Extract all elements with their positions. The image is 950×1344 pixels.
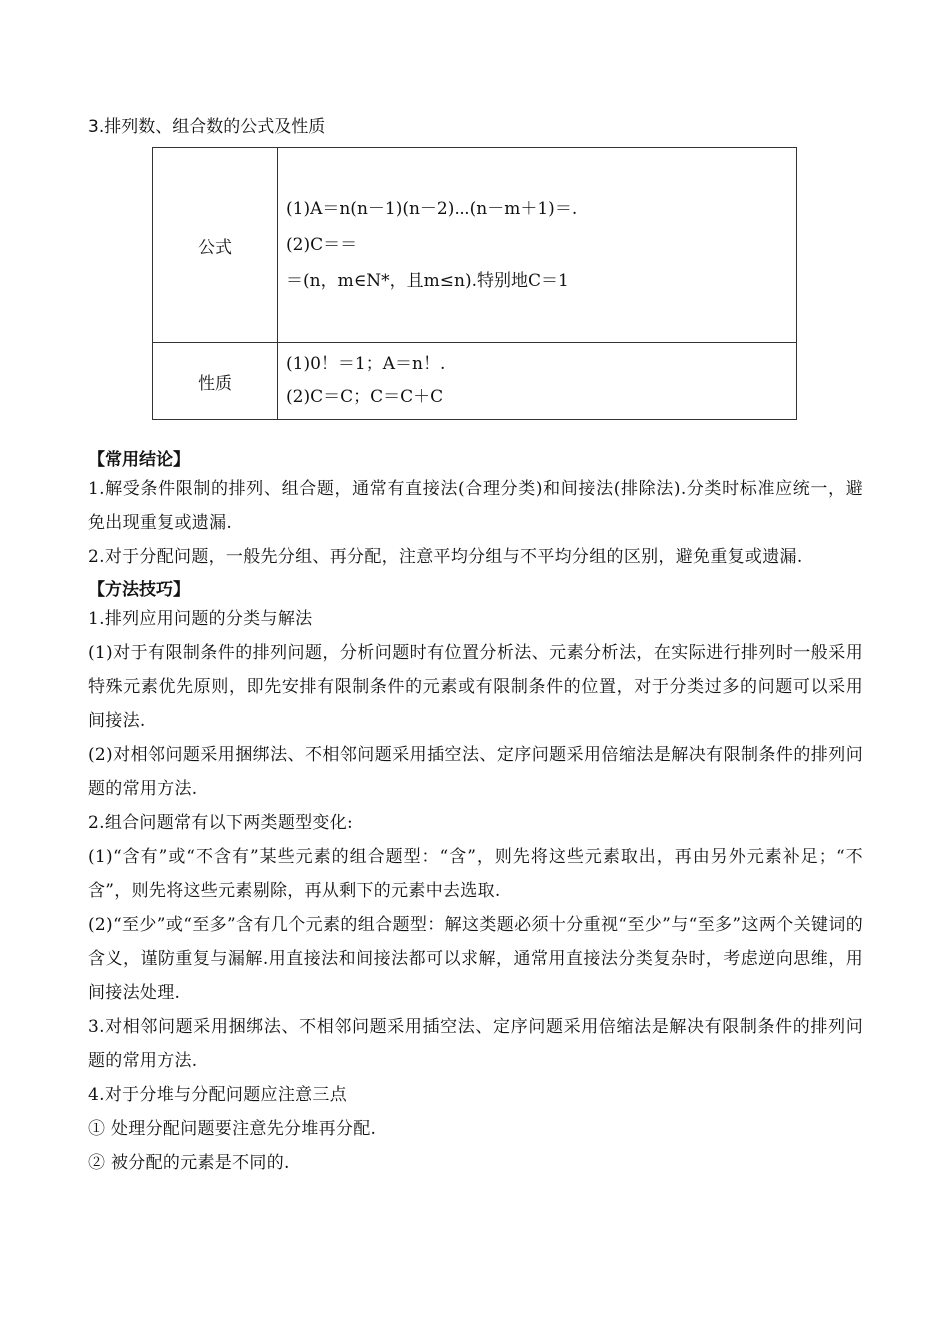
property-line: (1)0！＝1；A＝n！. xyxy=(286,354,446,374)
method-item: 1.排列应用问题的分类与解法 xyxy=(88,609,313,629)
property-cell xyxy=(278,343,797,420)
document-page xyxy=(88,112,863,1180)
method-item: 2.组合问题常有以下两类题型变化: xyxy=(88,813,354,833)
table-row xyxy=(153,343,797,420)
property-line: (2)C＝C；C＝C＋C xyxy=(286,387,444,407)
formula-line: ＝(n，m∈N*，且m≤n).特别地C＝1 xyxy=(286,271,569,291)
formula-cell xyxy=(278,148,797,343)
row-label-formula: 公式 xyxy=(153,148,278,343)
row-label-property: 性质 xyxy=(153,343,278,420)
conclusion-item: 1.解受条件限制的排列、组合题，通常有直接法(合理分类)和间接法(排除法).分类时标准应统一，避免出现重复或遗漏. xyxy=(88,479,863,533)
method-item: 4.对于分堆与分配问题应注意三点 xyxy=(88,1085,348,1105)
method-item: (2)“至少”或“至多”含有几个元素的组合题型：解这类题必须十分重视“至少”与“至多”这两个关键词的含义，谨防重复与漏解.用直接法和间接法都可以求解，通常用直接法分类复杂时，考虑逆向思维，用间接法处理. xyxy=(88,915,863,1003)
table-row xyxy=(153,148,797,343)
method-item: (1)“含有”或“不含有”某些元素的组合题型：“含”，则先将这些元素取出，再由另外元素补足；“不含”，则先将这些元素剔除，再从剩下的元素中去选取. xyxy=(88,847,863,901)
conclusion-item: 2.对于分配问题，一般先分组、再分配，注意平均分组与不平均分组的区别，避免重复或遗漏. xyxy=(88,547,803,567)
method-item: (2)对相邻问题采用捆绑法、不相邻问题采用插空法、定序问题采用倍缩法是解决有限制条件的排列问题的常用方法. xyxy=(88,745,863,799)
methods-heading: 【方法技巧】 xyxy=(88,580,190,600)
formula-line: (1)A＝n(n－1)(n－2)⋯(n－m＋1)＝. xyxy=(286,199,578,219)
formula-table xyxy=(152,147,797,420)
section-title: 3.排列数、组合数的公式及性质 xyxy=(88,117,326,137)
method-item: 3.对相邻问题采用捆绑法、不相邻问题采用插空法、定序问题采用倍缩法是解决有限制条件的排列问题的常用方法. xyxy=(88,1017,863,1071)
method-item: ② 被分配的元素是不同的. xyxy=(88,1153,290,1173)
method-item: (1)对于有限制条件的排列问题，分析问题时有位置分析法、元素分析法，在实际进行排列时一般采用特殊元素优先原则，即先安排有限制条件的元素或有限制条件的位置，对于分类过多的问题可以采用间接法. xyxy=(88,643,863,731)
conclusions-heading: 【常用结论】 xyxy=(88,450,190,470)
method-item: ① 处理分配问题要注意先分堆再分配. xyxy=(88,1119,377,1139)
formula-line: (2)C＝＝ xyxy=(286,235,358,255)
